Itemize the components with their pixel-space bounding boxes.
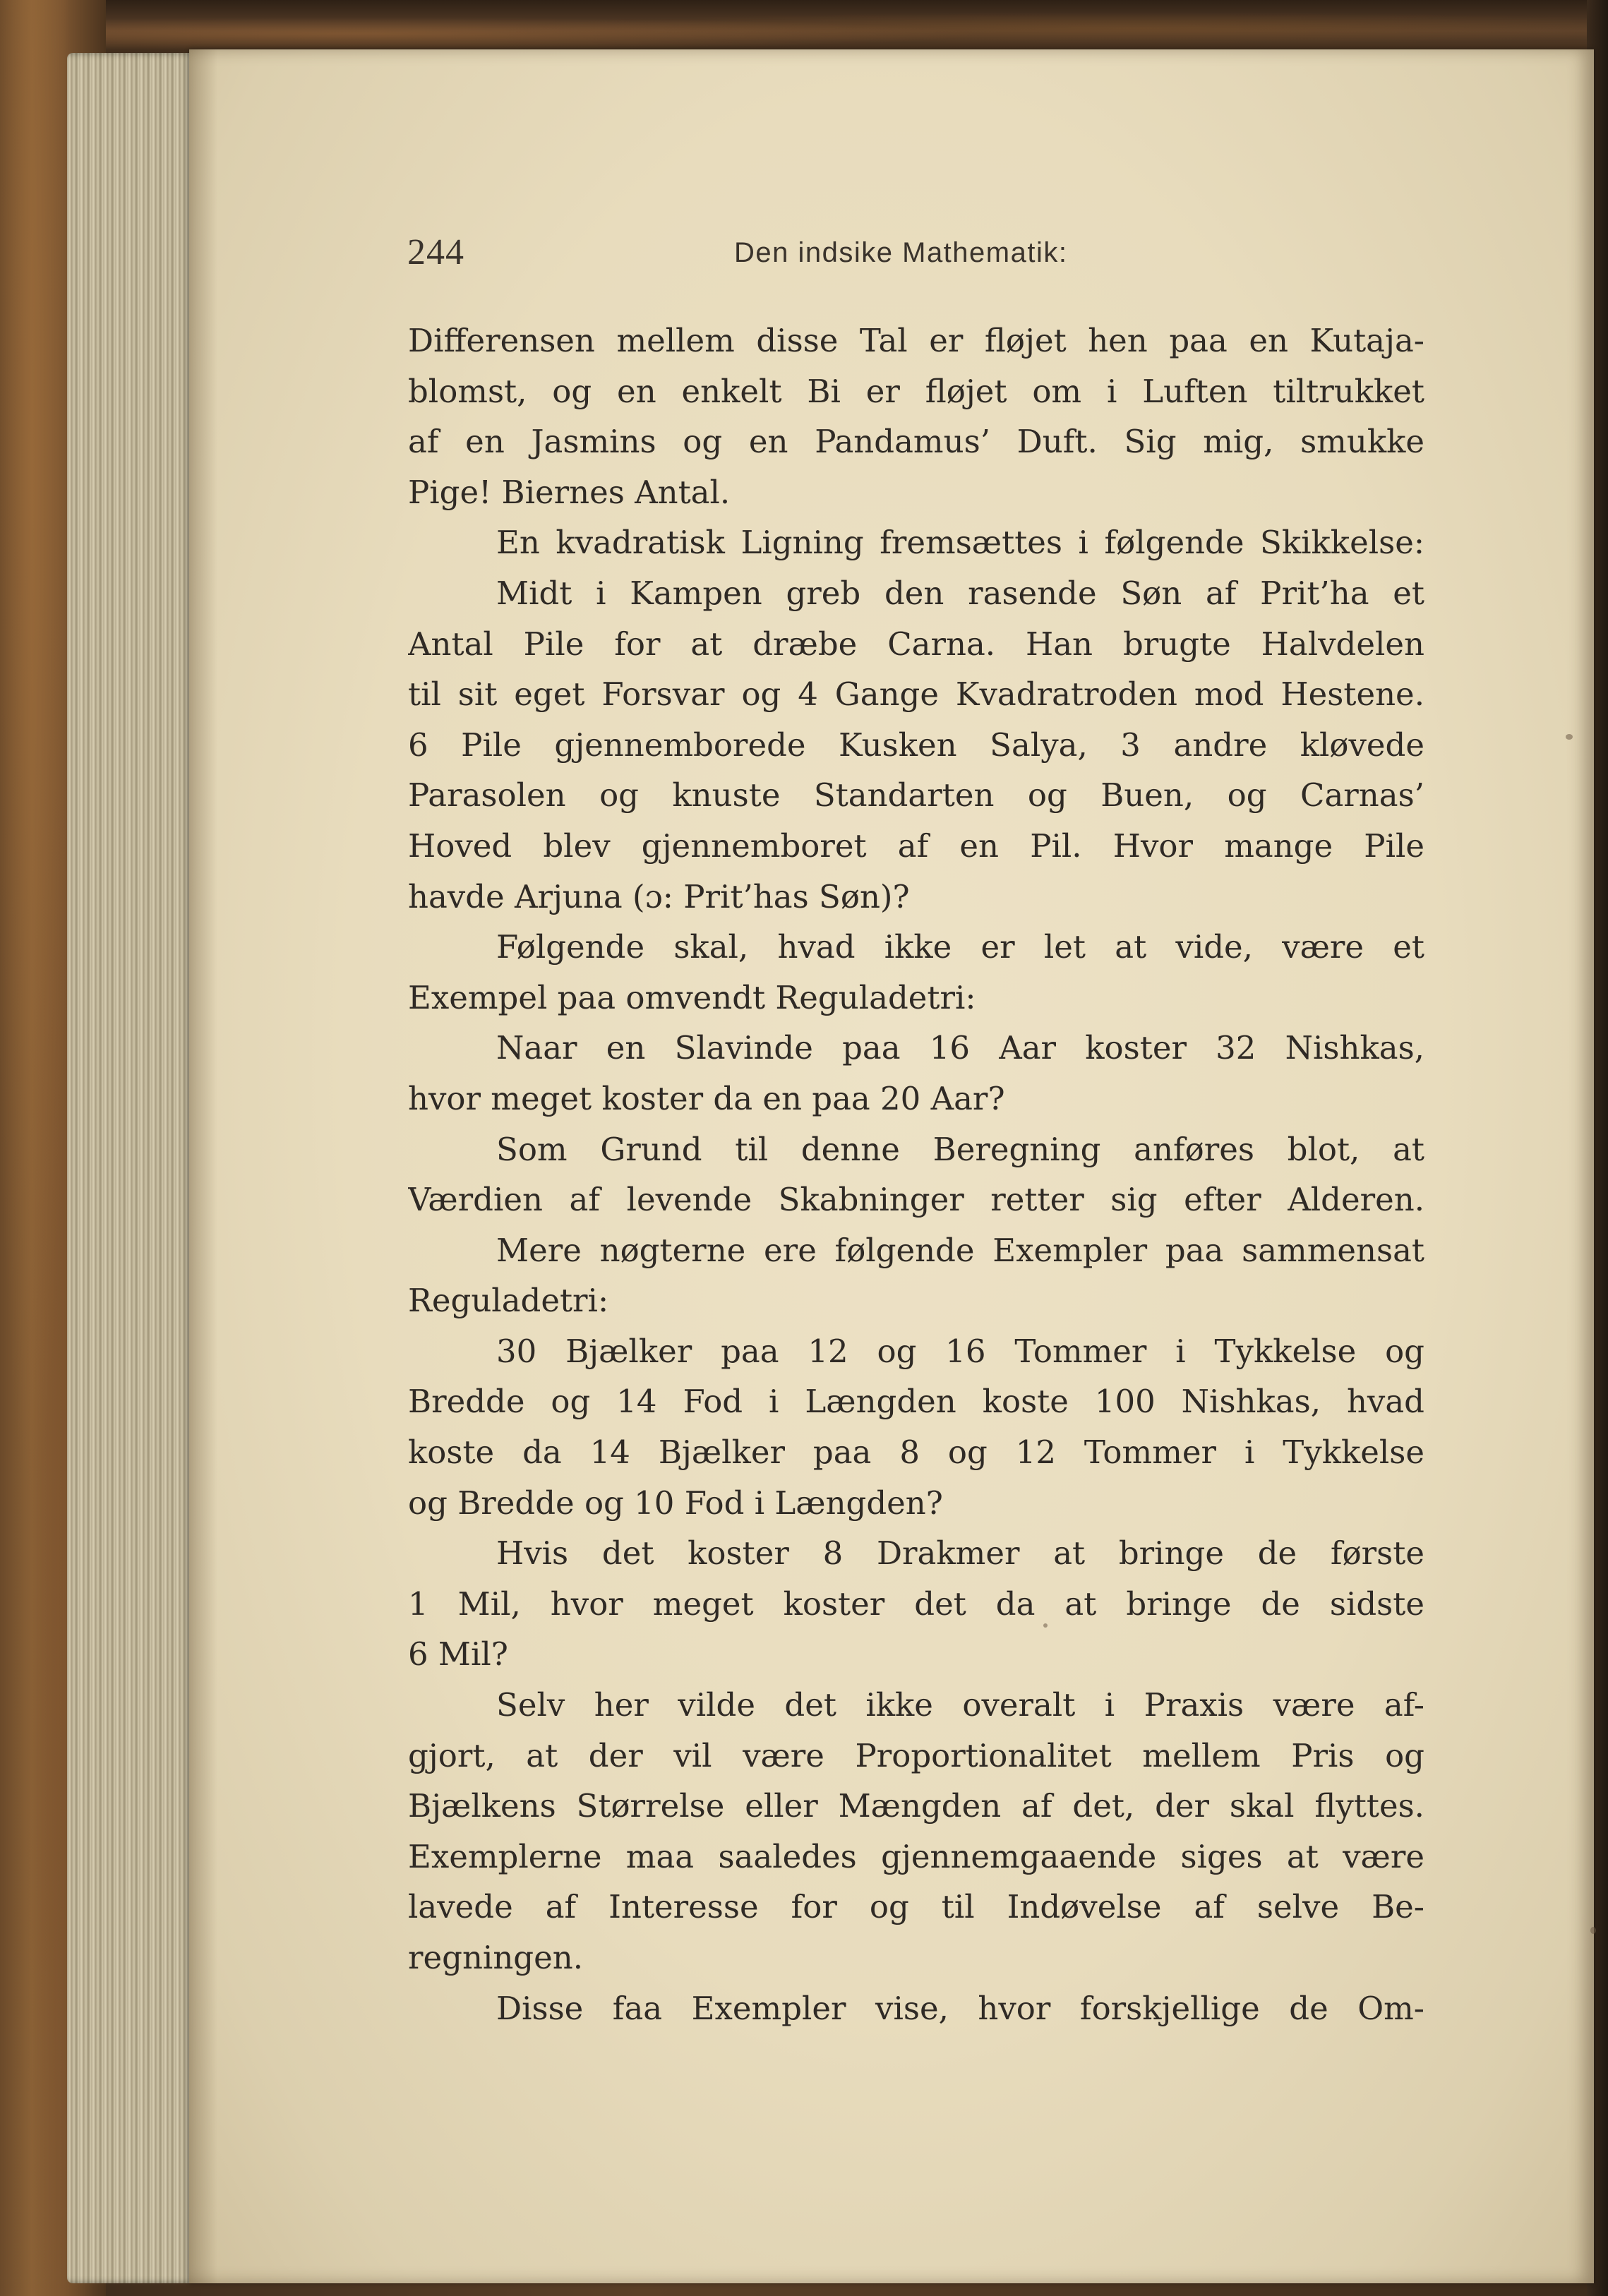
running-title: Den indsike Mathematik: <box>734 237 1068 268</box>
text-line: Selv her vilde det ikke overalt i Praxis være af- <box>496 1686 1424 1724</box>
text-line: Midt i Kampen greb den rasende Søn af Prit’ha et <box>496 574 1424 612</box>
text-line: Differensen mellem disse Tal er fløjet hen paa en Kutaja- <box>408 322 1424 359</box>
page-number: 244 <box>407 232 464 272</box>
text-line: af en Jasmins og en Pandamus’ Duft. Sig mig, smukke <box>408 423 1424 461</box>
text-line: En kvadratisk Ligning fremsættes i følgende Skikkelse: <box>496 524 1424 562</box>
book-cover-top <box>42 0 1608 56</box>
text-line: Parasolen og knuste Standarten og Buen, og Carnas’ <box>408 776 1424 815</box>
text-line: Exempel paa omvendt Reguladetri: <box>408 978 976 1016</box>
text-line: 6 Mil? <box>408 1635 508 1673</box>
text-line: Mere nøgterne ere følgende Exempler paa sammensat <box>496 1231 1424 1269</box>
text-line: Bredde og 14 Fod i Længden koste 100 Nishkas, hvad <box>408 1383 1424 1421</box>
text-line: Antal Pile for at dræbe Carna. Han brugte Halvdelen <box>408 625 1424 663</box>
text-line: Pige! Biernes Antal. <box>408 473 731 511</box>
body-text <box>408 315 1424 2033</box>
page-edges <box>67 53 194 2283</box>
text-line: og Bredde og 10 Fod i Længden? <box>408 1484 943 1522</box>
text-line: Hoved blev gjennemboret af en Pil. Hvor mange Pile <box>408 827 1424 865</box>
text-line: Reguladetri: <box>408 1282 609 1320</box>
text-line: havde Arjuna (ɔ: Prit’has Søn)? <box>408 877 910 915</box>
text-line: Disse faa Exempler vise, hvor forskjellige de Om- <box>496 1989 1424 2027</box>
text-line: 30 Bjælker paa 12 og 16 Tommer i Tykkelse og <box>496 1332 1424 1370</box>
text-line: koste da 14 Bjælker paa 8 og 12 Tommer i Tykkelse <box>408 1434 1424 1472</box>
running-head <box>220 232 1420 281</box>
text-line: hvor meget koster da en paa 20 Aar? <box>408 1079 1005 1117</box>
text-line: Naar en Slavinde paa 16 Aar koster 32 Nishkas, <box>496 1029 1424 1067</box>
text-line: gjort, at der vil være Proportionalitet mellem Pris og <box>408 1736 1424 1774</box>
text-line: Værdien af levende Skabninger retter sig efter Alderen. <box>408 1181 1424 1219</box>
text-line: 1 Mil, hvor meget koster det da at bringe de sidste <box>408 1585 1424 1623</box>
text-line: lavede af Interesse for og til Indøvelse af selve Be- <box>408 1888 1424 1926</box>
text-line: Som Grund til denne Beregning anføres blot, at <box>496 1130 1424 1168</box>
text-line: blomst, og en enkelt Bi er fløjet om i Luften tiltrukket <box>408 372 1424 410</box>
text-line: Hvis det koster 8 Drakmer at bringe de første <box>496 1534 1424 1573</box>
text-line: Exemplerne maa saaledes gjennemgaaende siges at være <box>408 1837 1424 1875</box>
text-line: til sit eget Forsvar og 4 Gange Kvadratroden mod Hestene. <box>408 675 1424 714</box>
text-line: 6 Pile gjennemborede Kusken Salya, 3 andre kløvede <box>408 726 1424 764</box>
text-line: Følgende skal, hvad ikke er let at vide, være et <box>496 928 1424 966</box>
paper-speck <box>1590 1927 1596 1934</box>
text-line: Bjælkens Størrelse eller Mængden af det, der skal flyttes. <box>408 1787 1424 1825</box>
text-line: regningen. <box>408 1939 584 1976</box>
paper-speck <box>1566 734 1573 740</box>
page-gutter-shadow <box>189 49 217 2283</box>
